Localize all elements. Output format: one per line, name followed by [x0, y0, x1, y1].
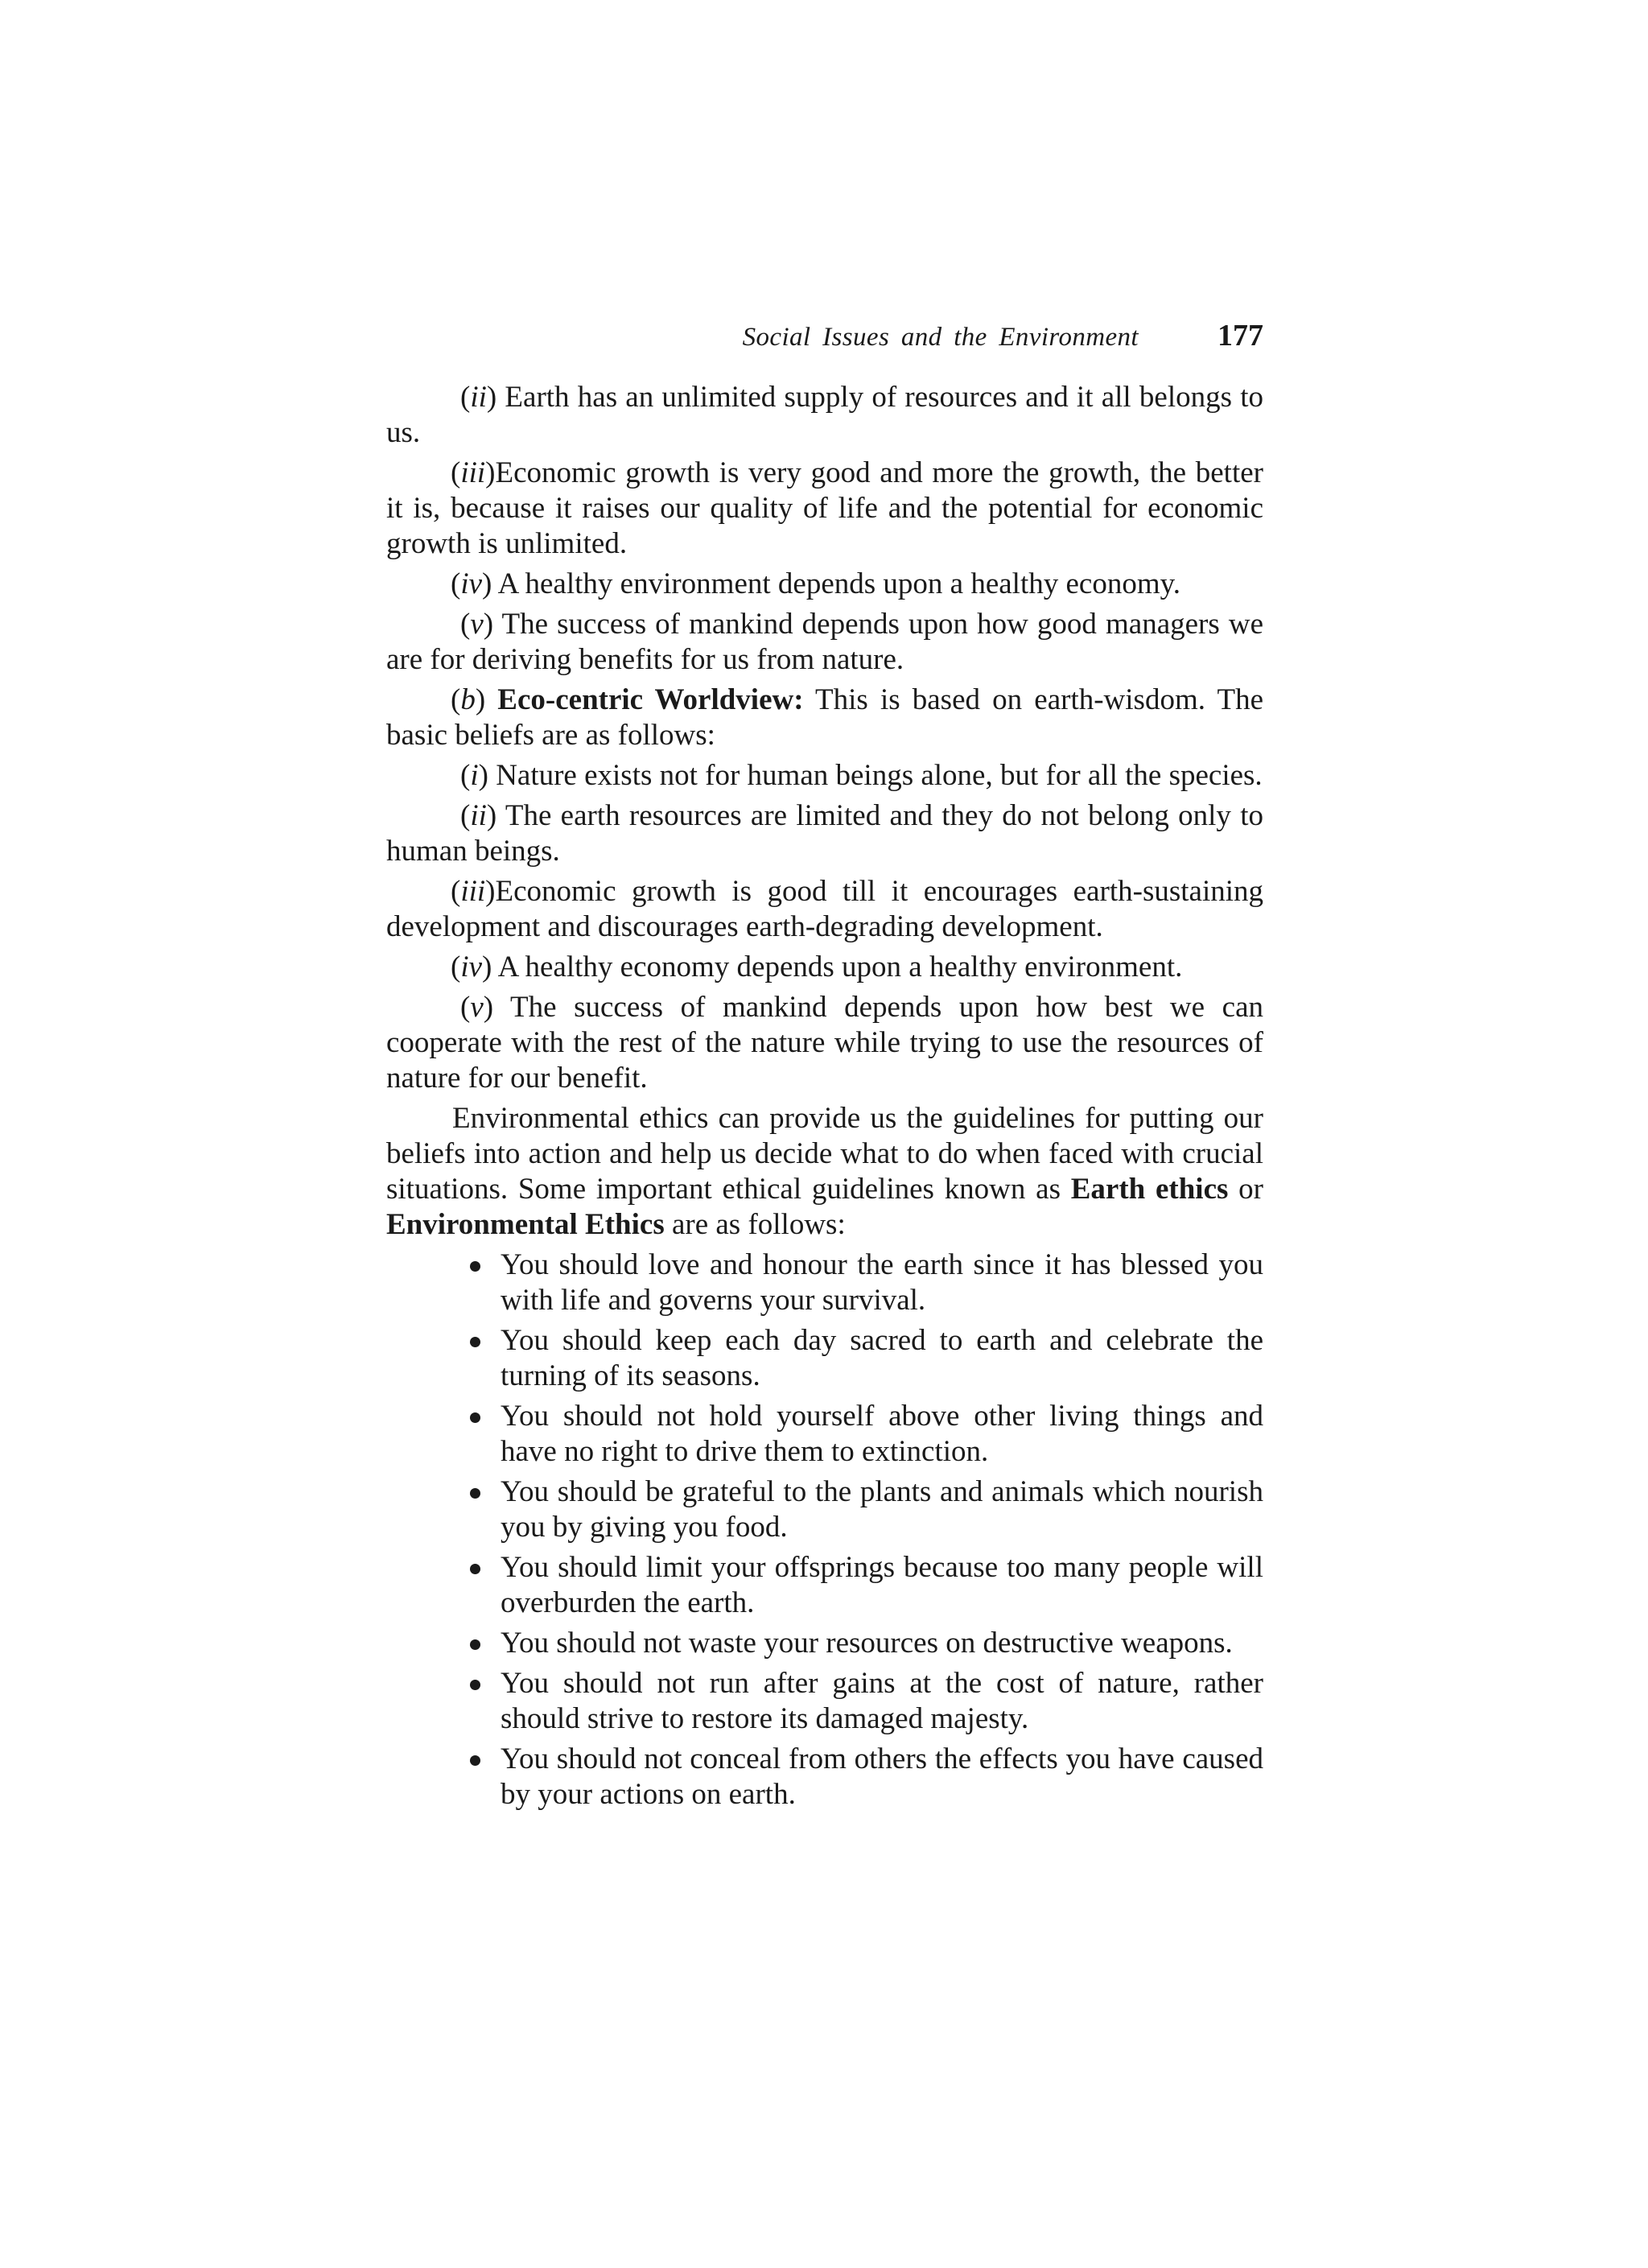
running-title: Social Issues and the Environment [742, 323, 1139, 352]
bullet-text: You should not conceal from others the effects you have caused by your actions on earth. [501, 1742, 1263, 1811]
item-text: The earth resources are limited and they do not belong only to human beings. [386, 799, 1263, 868]
bullet-icon [470, 1337, 480, 1347]
ethics-bullet-list [386, 1247, 1263, 1812]
bullet-text: You should not waste your resources on destructive weapons. [501, 1627, 1233, 1660]
page-body [386, 380, 1263, 1817]
item-marker: iv [460, 950, 483, 983]
page-header [386, 318, 1263, 358]
list-item [501, 1666, 1263, 1737]
section-marker: b [460, 683, 476, 716]
list-item [501, 1323, 1263, 1394]
item-marker: i [470, 759, 479, 792]
belief-item: (iv) A healthy environment depends upon a healthy economy. [451, 567, 1180, 600]
list-item [501, 1474, 1263, 1545]
belief-item: (iv) A healthy economy depends upon a healthy environment. [451, 950, 1183, 983]
section-b-intro: (b) Eco-centric Worldview: This is based on earth-wisdom. The basic beliefs are as follows: [386, 683, 1263, 752]
bullet-icon [470, 1488, 480, 1499]
bullet-text: You should limit your offsprings because too many people will overburden the earth. [501, 1551, 1263, 1619]
item-text: A healthy environment depends upon a healthy economy. [492, 567, 1180, 600]
section-intro-text: This is based on earth-wisdom. The basic beliefs are as follows: [386, 683, 1263, 752]
belief-item: (ii) Earth has an unlimited supply of resources and it all belongs to us. [386, 381, 1263, 449]
ethics-term: Environmental Ethics [386, 1208, 665, 1241]
ethics-term: Earth ethics [1070, 1173, 1229, 1206]
bullet-icon [470, 1412, 480, 1423]
ethics-paragraph [386, 1101, 1263, 1243]
item-marker: v [470, 991, 484, 1024]
ethics-text: are as follows: [664, 1208, 846, 1241]
belief-item: (iii)Economic growth is very good and more the growth, the better it is, because it raises our quality of life and the potential for economic growth is unlimited. [386, 456, 1263, 560]
item-marker: ii [470, 799, 487, 832]
item-marker: v [470, 608, 484, 641]
list-item [501, 1626, 1263, 1661]
bullet-text: You should not run after gains at the cost of nature, rather should strive to restore its damaged majesty. [501, 1667, 1263, 1735]
item-text: Economic growth is good till it encourages earth-sustaining development and discourages earth-degrading development. [386, 875, 1263, 943]
list-item [501, 1742, 1263, 1812]
bullet-icon [470, 1680, 480, 1690]
bullet-text: You should be grateful to the plants and animals which nourish you by giving you food. [501, 1475, 1263, 1544]
belief-item: (v) The success of mankind depends upon how best we can cooperate with the rest of the nature while trying to use the resources of nature for our benefit. [386, 991, 1263, 1095]
ethics-text: Environmental ethics can provide us the guidelines for putting our beliefs into action and help us decide what to do when faced with crucial situations. Some important ethical guidelines known as [386, 1102, 1263, 1206]
item-text: Economic growth is very good and more the growth, the better it is, because it raises our quality of life and the potential for economic growth is unlimited. [386, 456, 1263, 560]
bullet-text: You should keep each day sacred to earth and celebrate the turning of its seasons. [501, 1324, 1263, 1392]
bullet-icon [470, 1564, 480, 1574]
item-marker: iv [460, 567, 483, 600]
item-marker: iii [460, 456, 486, 489]
item-text: The success of mankind depends upon how good managers we are for deriving benefits for us from nature. [386, 608, 1263, 676]
belief-item: (v) The success of mankind depends upon how good managers we are for deriving benefits for us from nature. [386, 608, 1263, 676]
belief-item: (ii) The earth resources are limited and they do not belong only to human beings. [386, 799, 1263, 868]
item-marker: iii [460, 875, 486, 908]
list-item [501, 1550, 1263, 1621]
item-text: A healthy economy depends upon a healthy environment. [492, 950, 1183, 983]
page-number: 177 [1217, 319, 1263, 353]
item-marker: ii [470, 381, 487, 414]
section-heading: Eco-centric Worldview: [497, 683, 804, 716]
bullet-icon [470, 1261, 480, 1272]
bullet-text: You should not hold yourself above other living things and have no right to drive them to extinction. [501, 1400, 1263, 1468]
bullet-icon [470, 1639, 480, 1650]
item-text: Nature exists not for human beings alone, but for all the species. [488, 759, 1263, 792]
bullet-icon [470, 1755, 480, 1766]
belief-item: (i) Nature exists not for human beings alone, but for all the species. [460, 759, 1263, 792]
belief-item: (iii)Economic growth is good till it encourages earth-sustaining development and discourages earth-degrading development. [386, 875, 1263, 943]
ethics-text: or [1228, 1173, 1263, 1206]
bullet-text: You should love and honour the earth since it has blessed you with life and governs your survival. [501, 1248, 1263, 1317]
list-item [501, 1247, 1263, 1318]
item-text: Earth has an unlimited supply of resources and it all belongs to us. [386, 381, 1263, 449]
list-item [501, 1399, 1263, 1470]
item-text: The success of mankind depends upon how best we can cooperate with the rest of the nature while trying to use the resources of nature for our benefit. [386, 991, 1263, 1095]
